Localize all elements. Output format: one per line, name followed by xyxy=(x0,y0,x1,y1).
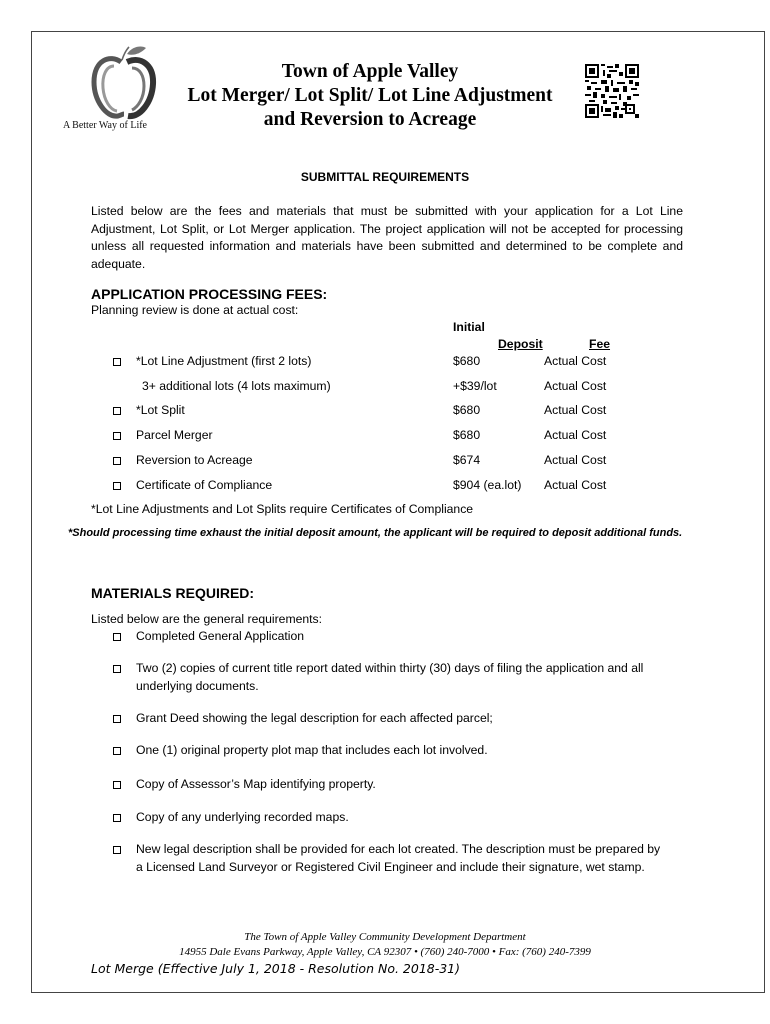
fee-row-label: Reversion to Acreage xyxy=(136,453,253,467)
fee-row-fee: Actual Cost xyxy=(544,379,607,393)
materials-subheading: Listed below are the general requirements: xyxy=(91,612,323,626)
intro-paragraph: Listed below are the fees and materials that must be submitted with your application for a Lot Line Adjustment, Lot Split, or Lot Merger application. The project application will not be accepted for processing unless all requested information and materials have been submitted and determined to be complete and adequate. xyxy=(91,204,683,271)
page-title-line-2: Lot Merger/ Lot Split/ Lot Line Adjustment xyxy=(187,85,553,106)
fee-row-deposit: +$39/lot xyxy=(453,379,497,393)
material-item: Grant Deed showing the legal description for each affected parcel; xyxy=(136,711,493,725)
submittal-heading: SUBMITTAL REQUIREMENTS xyxy=(300,170,470,184)
page-title-line-1: Town of Apple Valley xyxy=(281,61,459,82)
qr-code-icon xyxy=(585,64,639,118)
checkbox-bullet xyxy=(113,457,121,465)
fee-row-deposit: $680 xyxy=(453,428,481,442)
fee-row-deposit: $674 xyxy=(453,453,481,467)
fee-row-fee: Actual Cost xyxy=(544,453,607,467)
checkbox-bullet xyxy=(113,814,121,822)
fee-row-deposit: $680 xyxy=(453,354,481,368)
checkbox-bullet xyxy=(113,432,121,440)
document-version: Lot Merge (Effective July 1, 2018 - Resolution No. 2018-31) xyxy=(91,961,461,976)
page-title-line-3: and Reversion to Acreage xyxy=(263,109,477,130)
checkbox-bullet xyxy=(113,781,121,789)
material-item: One (1) original property plot map that includes each lot involved. xyxy=(136,743,488,757)
fee-row-deposit: $904 (ea.lot) xyxy=(453,478,522,492)
deposit-warning: *Should processing time exhaust the initial deposit amount, the applicant will be required to deposit additional funds. xyxy=(68,527,683,539)
logo-tagline: A Better Way of Life xyxy=(63,120,147,131)
checkbox-bullet xyxy=(113,407,121,415)
material-item: Copy of any underlying recorded maps. xyxy=(136,810,349,824)
col-deposit-header: Deposit xyxy=(498,337,543,351)
checkbox-bullet xyxy=(113,715,121,723)
fee-row-label: *Lot Line Adjustment (first 2 lots) xyxy=(136,354,312,368)
fee-row-label: Parcel Merger xyxy=(136,428,213,442)
material-item: New legal description shall be provided for each lot created. The description must be prepared by a Licensed Land Surveyor or Registered Civil Engineer and include their signature, wet stamp. xyxy=(136,842,661,874)
footer-address: 14955 Dale Evans Parkway, Apple Valley, CA 92307 • (760) 240-7000 • Fax: (760) 240-7399 xyxy=(179,946,591,958)
checkbox-bullet xyxy=(113,482,121,490)
fee-row-label: 3+ additional lots (4 lots maximum) xyxy=(142,379,331,393)
fees-subheading: Planning review is done at actual cost: xyxy=(91,303,299,317)
fee-row-label: Certificate of Compliance xyxy=(136,478,273,492)
fee-row-fee: Actual Cost xyxy=(544,354,607,368)
checkbox-bullet xyxy=(113,747,121,755)
fee-row-fee: Actual Cost xyxy=(544,403,607,417)
fees-note: *Lot Line Adjustments and Lot Splits require Certificates of Compliance xyxy=(91,502,474,516)
fee-row-deposit: $680 xyxy=(453,403,481,417)
fees-heading: APPLICATION PROCESSING FEES: xyxy=(91,286,328,302)
material-item: Completed General Application xyxy=(136,629,305,643)
material-item: Copy of Assessor’s Map identifying property. xyxy=(136,777,376,791)
checkbox-bullet xyxy=(113,358,121,366)
col-initial-header: Initial xyxy=(453,320,485,334)
materials-heading: MATERIALS REQUIRED: xyxy=(91,585,255,601)
material-item: Two (2) copies of current title report dated within thirty (30) days of filing the application and all underlying documents. xyxy=(136,661,644,693)
fee-row-fee: Actual Cost xyxy=(544,478,607,492)
col-fee-header: Fee xyxy=(589,337,611,351)
checkbox-bullet xyxy=(113,846,121,854)
footer-department: The Town of Apple Valley Community Development Department xyxy=(244,931,526,943)
checkbox-bullet xyxy=(113,665,121,673)
fee-row-label: *Lot Split xyxy=(136,403,185,417)
fee-row-fee: Actual Cost xyxy=(544,428,607,442)
checkbox-bullet xyxy=(113,633,121,641)
